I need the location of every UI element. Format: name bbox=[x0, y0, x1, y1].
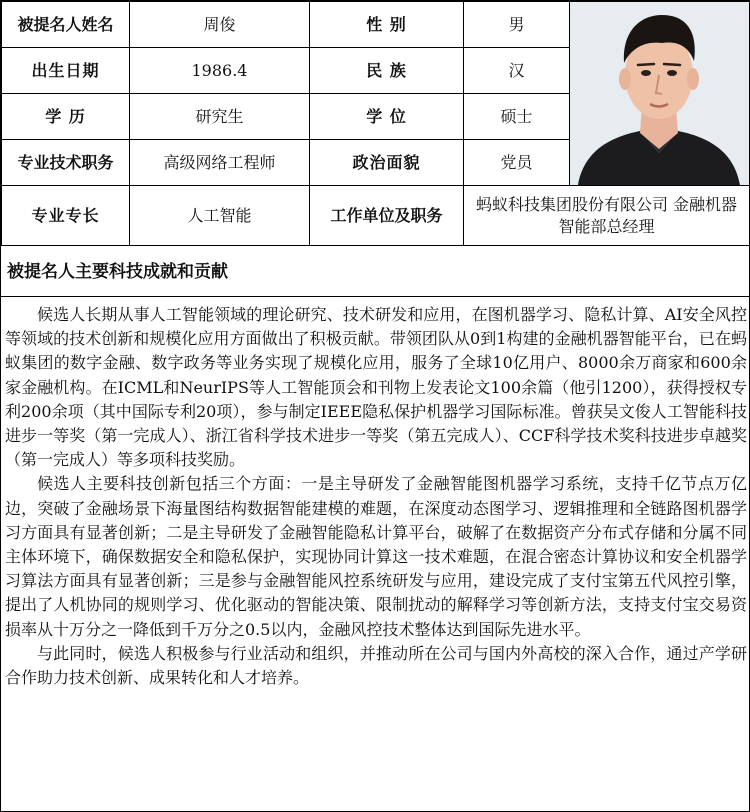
value-political-status: 党员 bbox=[464, 140, 570, 186]
value-specialty: 人工智能 bbox=[130, 186, 310, 246]
value-birthdate: 1986.4 bbox=[130, 48, 310, 94]
paragraph-3: 与此同时，候选人积极参与行业活动和组织，并推动所在公司与国内外高校的深入合作，通过产学研合作助力技术创新、成果转化和人才培养。 bbox=[5, 643, 747, 688]
label-employer: 工作单位及职务 bbox=[310, 186, 464, 246]
label-name: 被提名人姓名 bbox=[2, 2, 130, 48]
label-education: 学 历 bbox=[2, 94, 130, 140]
value-name: 周俊 bbox=[130, 2, 310, 48]
row-name bbox=[2, 2, 750, 48]
info-table bbox=[1, 1, 750, 246]
label-professional-title: 专业技术职务 bbox=[2, 140, 130, 186]
label-political-status: 政治面貌 bbox=[310, 140, 464, 186]
achievements-text bbox=[5, 303, 747, 690]
value-gender: 男 bbox=[464, 2, 570, 48]
paragraph-2: 候选人主要科技创新包括三个方面：一是主导研发了金融智能图机器学习系统，支持千亿节点万亿边，突破了金融场景下海量图结构数据智能建模的难题，在深度动态图学习、逻辑推理和全链路图机器学习方面具有显著创新；二是主导研发了金融智能隐私计算平台，破解了在数据资产分布式存储和分属不同主体环境下，确保数据安全和隐私保护，实现协同计算这一技术难题，在混合密态计算协议和安全机器学习算法方面具有显著创新；三是参与金融智能风控系统研发与应用，建设完成了支付宝第五代风控引擎，提出了人机协同的规则学习、优化驱动的智能决策、限制扰动的解释学习等创新方法，支持支付宝交易资损率从十万分之一降低到千万分之0.5以内，金融风控技术整体达到国际先进水平。 bbox=[5, 474, 747, 639]
value-education: 研究生 bbox=[130, 94, 310, 140]
label-gender: 性 别 bbox=[310, 2, 464, 48]
label-ethnicity: 民 族 bbox=[310, 48, 464, 94]
value-professional-title: 高级网络工程师 bbox=[130, 140, 310, 186]
label-birthdate: 出生日期 bbox=[2, 48, 130, 94]
paragraph-1: 候选人长期从事人工智能领域的理论研究、技术研发和应用，在图机器学习、隐私计算、AI安全风控等领域的技术创新和规模化应用方面做出了积极贡献。带领团队从0到1构建的金融机器智能平台，已在蚂蚁集团的数字金融、数字政务等业务实现了规模化应用，服务了全球10亿用户、8000余万商家和600余家金融机构。在ICML和NeurIPS等人工智能顶会和刊物上发表论文100余篇（他引1200），获得授权专利200余项（其中国际专利20项），参与制定IEEE隐私保护机器学习国际标准。曾获吴文俊人工智能科技进步一等奖（第一完成人）、浙江省科学技术进步一等奖（第五完成人）、CCF科学技术奖科技进步卓越奖（第一完成人）等多项科技奖励。 bbox=[5, 305, 747, 470]
person-portrait-icon bbox=[570, 3, 748, 185]
value-degree: 硕士 bbox=[464, 94, 570, 140]
portrait-photo bbox=[570, 2, 750, 186]
value-ethnicity: 汉 bbox=[464, 48, 570, 94]
section-title: 被提名人主要科技成就和贡献 bbox=[1, 245, 749, 297]
label-degree: 学 位 bbox=[310, 94, 464, 140]
value-employer: 蚂蚁科技集团股份有限公司 金融机器智能部总经理 bbox=[464, 186, 750, 246]
row-specialty bbox=[2, 186, 750, 246]
label-specialty: 专业专长 bbox=[2, 186, 130, 246]
